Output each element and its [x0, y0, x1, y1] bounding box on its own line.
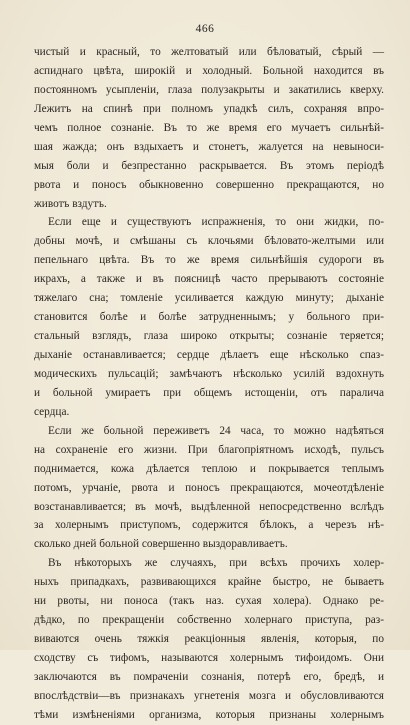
text-line: шая жажда; онъ вздыхаетъ и стонетъ, жалуется на невыноси-	[34, 140, 384, 153]
text-line: заключаются въ помраченіи сознанія, потерѣ его, бредѣ, и	[34, 670, 384, 683]
text-line: стальный взглядъ, глаза широко открыты; сознаніе теряется;	[34, 330, 384, 343]
text-line: на сохраненіе его жизни. При благопріятномъ исходѣ, пульсъ	[34, 443, 384, 456]
text-line: аспиднаго цвѣта, широкій и холодный. Больной находится въ	[34, 64, 384, 77]
page-number: 466	[195, 23, 215, 35]
text-line: рвота и поносъ обыкновенно совершенно прекращаются, но	[34, 178, 384, 191]
body-text	[34, 43, 384, 725]
text-line: тѣми измѣненіями организма, которыя признаны холернымъ	[34, 708, 384, 721]
text-line: Въ нѣкоторыхъ же случаяхъ, при всѣхъ прочихъ холер-	[48, 557, 384, 570]
text-line: ни рвоты, ни поноса (такъ наз. сухая холера). Однако ре-	[34, 595, 384, 608]
text-line: сердца.	[34, 405, 70, 418]
text-line: животъ вздутъ.	[34, 197, 107, 210]
text-line: икрахъ, а также и въ поясницѣ часто прерываютъ состояніе	[34, 273, 384, 286]
text-line: дѣдко, по прекращеніи собственно холернаго приступа, раз-	[34, 614, 384, 627]
text-line: Лежитъ на спинѣ при полномъ упадкѣ силъ, сохраняя впро-	[34, 102, 384, 115]
text-line: сколько дней больной совершенно выздоравливаетъ.	[34, 538, 288, 551]
text-line: чистый и красный, то желтоватый или бѣловатый, сѣрый —	[34, 46, 384, 58]
text-line: постоянномъ усыпленіи, глаза полузакрыты и закатились кверху.	[34, 83, 384, 96]
text-line: поднимается, кожа дѣлается теплою и покрывается теплымъ	[34, 462, 384, 475]
text-line: Если еще и существуютъ испражненія, то они жидки, по-	[48, 216, 384, 229]
text-line: добны мочѣ, и смѣшаны съ клочьями бѣловато-желтыми или	[34, 235, 384, 248]
text-line: тяжелаго сна; томленіе усиливается каждую минуту; дыханіе	[34, 292, 384, 305]
text-line: дыханіе останавливается; сердце дѣлаетъ еще нѣсколько спаз-	[34, 349, 384, 361]
text-line: мыя боли и безпрестанно раскрывается. Въ этомъ періодѣ	[34, 159, 384, 172]
text-line: чемъ полное сознаніе. Въ то же время его мучаетъ сильнѣй-	[34, 121, 384, 134]
text-line: пепельнаго цвѣта. Въ то же время сильнѣйшія судороги въ	[34, 254, 384, 267]
text-line: сходству съ тифомъ, называются холернымъ тифоидомъ. Они	[34, 652, 384, 664]
text-line: потомъ, урчаніе, рвота и поносъ прекращаются, мочеотдѣленіе	[34, 481, 384, 494]
text-line: виваются очень тяжкія реакціонныя явленія, которыя, по	[34, 633, 384, 646]
text-line: становится болѣе и болѣе затрудненнымъ; у больного при-	[34, 311, 384, 324]
text-line: за холернымъ приступомъ, содержится бѣлокъ, а черезъ нѣ-	[34, 519, 384, 532]
text-line: впослѣдствіи—въ признакахъ угнетенія мозга и обусловливаются	[34, 689, 384, 702]
text-line: ныхъ припадкахъ, развивающихся крайне быстро, не бываетъ	[34, 576, 384, 589]
text-line: модическихъ пульсацій; замѣчаютъ нѣсколько усилій вздохнуть	[34, 367, 384, 380]
text-line: и больной умираетъ при общемъ истощеніи, отъ паралича	[34, 386, 384, 399]
text-line: возстанавливается; въ мочѣ, выдѣленной непосредственно вслѣдъ	[34, 500, 384, 513]
text-line: Если же больной переживетъ 24 часа, то можно надѣяться	[48, 424, 384, 437]
